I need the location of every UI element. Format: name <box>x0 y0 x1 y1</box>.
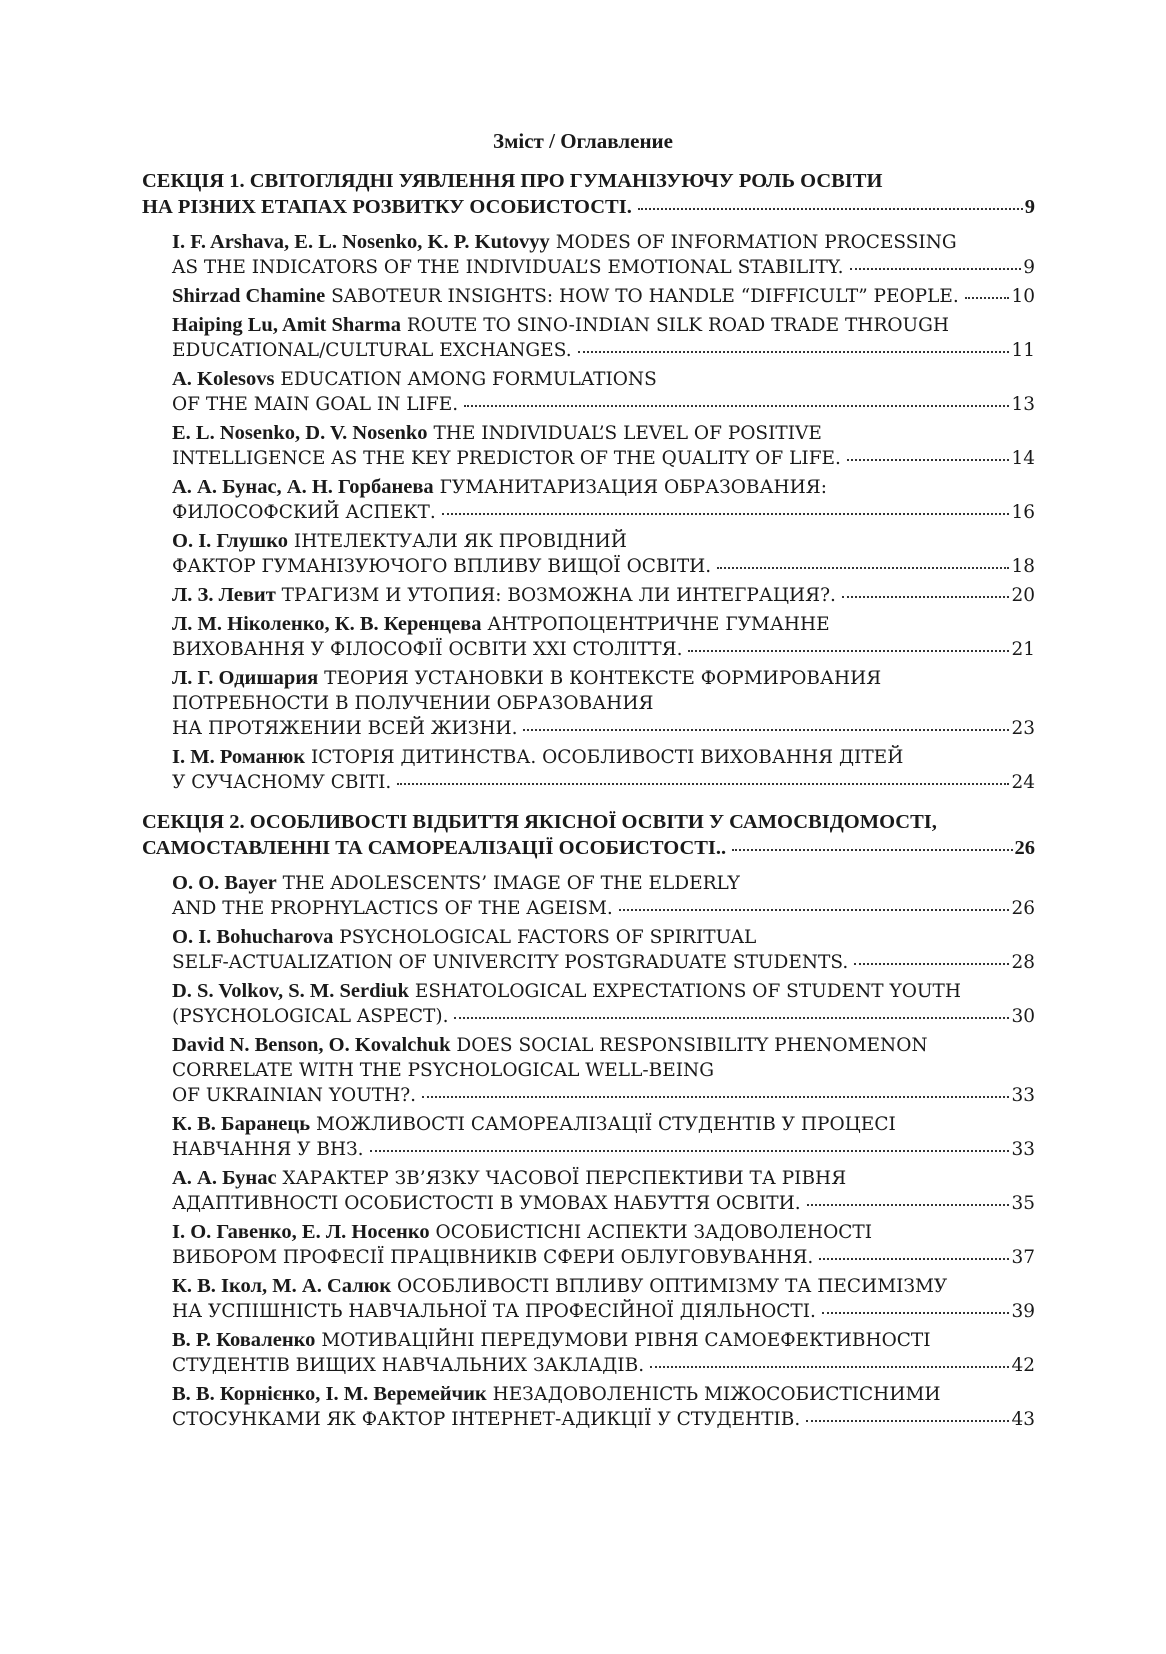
entry-line <box>172 367 1035 392</box>
entry-last-line <box>172 1299 1035 1324</box>
section-heading-line: САМОСТАВЛЕННІ ТА САМОРЕАЛІЗАЦІЇ ОСОБИСТОСТІ.. <box>142 837 727 859</box>
page-number: 43 <box>1011 1409 1035 1430</box>
entry-authors: D. S. Volkov, S. M. Serdiuk <box>172 980 409 1002</box>
entry-title: У СУЧАСНОМУ СВІТІ. <box>172 772 392 793</box>
section-heading-line: НА РІЗНИХ ЕТАПАХ РОЗВИТКУ ОСОБИСТОСТІ. <box>142 196 632 218</box>
section-heading-last-line <box>142 835 1035 861</box>
entry-last-line <box>172 770 1035 795</box>
entry-title: AND THE PROPHYLACTICS OF THE AGEISM. <box>172 898 613 919</box>
entry-title: МОЖЛИВОСТІ САМОРЕАЛІЗАЦІЇ СТУДЕНТІВ У ПРОЦЕСІ <box>315 1114 896 1135</box>
entry-title: МОТИВАЦІЙНІ ПЕРЕДУМОВИ РІВНЯ САМОЕФЕКТИВНОСТІ <box>321 1330 931 1351</box>
entry-title: AS THE INDICATORS OF THE INDIVIDUAL’S EMOTIONAL STABILITY. <box>172 257 844 278</box>
entry-title: ХАРАКТЕР ЗВ’ЯЗКУ ЧАСОВОЇ ПЕРСПЕКТИВИ ТА РІВНЯ <box>282 1168 847 1189</box>
entry-title: THE ADOLESCENTS’ IMAGE OF THE ELDERLY <box>282 873 740 894</box>
dot-leader <box>454 1016 1009 1019</box>
page-number: 26 <box>1014 837 1035 859</box>
entry-title: THE INDIVIDUAL’S LEVEL OF POSITIVE <box>433 423 822 444</box>
entry-line <box>172 1033 1035 1058</box>
entry-line-text <box>172 896 613 921</box>
entry-title: ОСОБЛИВОСТІ ВПЛИВУ ОПТИМІЗМУ ТА ПЕСИМІЗМУ <box>397 1276 948 1297</box>
entry-title: НА ПРОТЯЖЕНИИ ВСЕЙ ЖИЗНИ. <box>172 718 518 739</box>
entry-last-line <box>172 1004 1035 1029</box>
entry-last-line <box>172 1407 1035 1432</box>
section-heading-line: СЕКЦІЯ 2. ОСОБЛИВОСТІ ВІДБИТТЯ ЯКІСНОЇ ОСВІТИ У САМОСВІДОМОСТІ, <box>142 811 937 833</box>
page-number: 20 <box>1011 585 1035 606</box>
entry-line-text <box>172 637 682 662</box>
page-number: 9 <box>1023 257 1035 278</box>
entry-line-text <box>172 950 848 975</box>
entry-line <box>172 979 1035 1004</box>
entry-title: ГУМАНИТАРИЗАЦИЯ ОБРАЗОВАНИЯ: <box>439 477 827 498</box>
entry-authors: К. В. Баранець <box>172 1113 311 1135</box>
entry-authors: Haiping Lu, Amit Sharma <box>172 314 401 336</box>
toc-entry[interactable] <box>172 1220 1035 1270</box>
entry-line-text <box>172 392 458 417</box>
entry-last-line <box>172 1191 1035 1216</box>
entry-line <box>172 529 1035 554</box>
page-number: 37 <box>1011 1247 1035 1268</box>
entry-line <box>172 612 1035 637</box>
dot-leader <box>822 1311 1010 1314</box>
page-number: 21 <box>1011 639 1035 660</box>
entry-authors: К. В. Ікол, М. А. Салюк <box>172 1275 392 1297</box>
entry-title: СТОСУНКАМИ ЯК ФАКТОР ІНТЕРНЕТ-АДИКЦІЇ У СТУДЕНТІВ. <box>172 1409 801 1430</box>
entry-title: АДАПТИВНОСТІ ОСОБИСТОСТІ В УМОВАХ НАБУТТЯ ОСВІТИ. <box>172 1193 801 1214</box>
page-number: 24 <box>1011 772 1035 793</box>
toc-entry[interactable] <box>172 1033 1035 1108</box>
toc-entry[interactable] <box>172 230 1035 280</box>
entry-line-text <box>172 284 959 309</box>
page-number: 23 <box>1011 718 1035 739</box>
dot-leader <box>807 1203 1010 1206</box>
entry-authors: A. Kolesovs <box>172 368 275 390</box>
entry-last-line <box>172 554 1035 579</box>
toc-entry[interactable] <box>172 1328 1035 1378</box>
entry-last-line <box>172 392 1035 417</box>
entry-title: ФАКТОР ГУМАНІЗУЮЧОГО ВПЛИВУ ВИЩОЇ ОСВІТИ. <box>172 556 712 577</box>
entry-title: SABOTEUR INSIGHTS: HOW TO HANDLE “DIFFICULT” PEOPLE. <box>331 286 959 307</box>
toc-entry[interactable] <box>172 979 1035 1029</box>
entry-title: СТУДЕНТІВ ВИЩИХ НАВЧАЛЬНИХ ЗАКЛАДІВ. <box>172 1355 645 1376</box>
entry-last-line <box>172 583 1035 608</box>
dot-leader <box>442 512 1010 515</box>
entry-line <box>172 313 1035 338</box>
entry-line-text <box>172 716 517 741</box>
toc-entry[interactable] <box>172 421 1035 471</box>
toc-section <box>142 809 1035 1432</box>
toc-entry[interactable] <box>172 871 1035 921</box>
entry-authors: O. I. Bohucharova <box>172 926 334 948</box>
entry-title: ВИБОРОМ ПРОФЕСІЇ ПРАЦІВНИКІВ СФЕРИ ОБЛУГОВУВАННЯ. <box>172 1247 814 1268</box>
entry-authors: David N. Benson, O. Kovalchuk <box>172 1034 451 1056</box>
entry-line <box>172 475 1035 500</box>
entry-last-line <box>172 338 1035 363</box>
page-number: 9 <box>1024 196 1035 218</box>
dot-leader <box>578 350 1010 353</box>
entry-authors: I. F. Arshava, E. L. Nosenko, K. P. Kutovyy <box>172 231 550 253</box>
entry-title: DOES SOCIAL RESPONSIBILITY PHENOMENON <box>456 1035 928 1056</box>
entry-line-text <box>172 338 572 363</box>
dot-leader <box>650 1365 1009 1368</box>
toc-entry[interactable] <box>172 1382 1035 1432</box>
entry-line <box>172 1112 1035 1137</box>
dot-leader <box>523 728 1009 731</box>
entry-title: (PSYCHOLOGICAL ASPECT). <box>172 1006 449 1027</box>
entry-title: ФИЛОСОФСКИЙ АСПЕКТ. <box>172 502 436 523</box>
toc-entry[interactable] <box>172 1274 1035 1324</box>
entry-line <box>172 1274 1035 1299</box>
entry-line <box>172 1382 1035 1407</box>
entry-line <box>172 745 1035 770</box>
dot-leader <box>370 1149 1010 1152</box>
entry-line <box>172 666 1035 691</box>
entry-title: ROUTE TO SINO-INDIAN SILK ROAD TRADE THROUGH <box>406 315 950 336</box>
entry-title: ТЕОРИЯ УСТАНОВКИ В КОНТЕКСТЕ ФОРМИРОВАНИЯ <box>324 668 882 689</box>
page-number: 16 <box>1011 502 1035 523</box>
entry-last-line <box>172 500 1035 525</box>
page-number: 26 <box>1011 898 1035 919</box>
entry-last-line <box>172 446 1035 471</box>
toc-entry[interactable] <box>172 529 1035 579</box>
entry-title: ESHATOLOGICAL EXPECTATIONS OF STUDENT YOUTH <box>414 981 961 1002</box>
dot-leader <box>732 848 1012 851</box>
entry-last-line <box>172 716 1035 741</box>
entry-last-line <box>172 1137 1035 1162</box>
page-number: 35 <box>1011 1193 1035 1214</box>
entry-title: SELF-ACTUALIZATION OF UNIVERCITY POSTGRADUATE STUDENTS. <box>172 952 849 973</box>
page-number: 18 <box>1011 556 1035 577</box>
entry-authors: Shirzad Chamine <box>172 285 326 307</box>
entry-line-text <box>172 1245 813 1270</box>
entry-title: ПОТРЕБНОСТИ В ПОЛУЧЕНИИ ОБРАЗОВАНИЯ <box>172 693 654 714</box>
entry-title: ОСОБИСТІСНІ АСПЕКТИ ЗАДОВОЛЕНОСТІ <box>435 1222 873 1243</box>
entry-title: НАВЧАННЯ У ВНЗ. <box>172 1139 364 1160</box>
page-number: 11 <box>1011 340 1035 361</box>
entry-title: CORRELATE WITH THE PSYCHOLOGICAL WELL-BEING <box>172 1060 714 1081</box>
dot-leader <box>619 908 1010 911</box>
entry-title: OF UKRAINIAN YOUTH?. <box>172 1085 417 1106</box>
entry-last-line <box>172 637 1035 662</box>
page-number: 28 <box>1011 952 1035 973</box>
page-number: 13 <box>1011 394 1035 415</box>
dot-leader <box>965 296 1010 299</box>
page-number: 39 <box>1011 1301 1035 1322</box>
entry-last-line <box>172 950 1035 975</box>
entry-line-text <box>172 554 711 579</box>
entry-line-text <box>172 446 841 471</box>
entry-authors: E. L. Nosenko, D. V. Nosenko <box>172 422 428 444</box>
entry-authors: Л. З. Левит <box>172 584 276 606</box>
dot-leader <box>842 595 1010 598</box>
dot-leader <box>464 404 1009 407</box>
toc-entry[interactable] <box>172 1166 1035 1216</box>
entry-title: ТРАГИЗМ И УТОПИЯ: ВОЗМОЖНА ЛИ ИНТЕГРАЦИЯ?. <box>281 585 836 606</box>
entry-line-text <box>172 1299 816 1324</box>
entry-last-line <box>172 1353 1035 1378</box>
entry-line <box>172 1328 1035 1353</box>
entry-line <box>172 925 1035 950</box>
toc-entry[interactable] <box>172 284 1035 309</box>
entry-line <box>172 230 1035 255</box>
entry-authors: Л. М. Ніколенко, К. В. Керенцева <box>172 613 482 635</box>
entry-authors: Л. Г. Одишария <box>172 667 319 689</box>
dot-leader <box>819 1257 1009 1260</box>
entry-title: EDUCATION AMONG FORMULATIONS <box>280 369 657 390</box>
entry-line <box>172 1166 1035 1191</box>
entry-authors: А. А. Бунас <box>172 1167 277 1189</box>
entry-last-line <box>172 255 1035 280</box>
toc-entry[interactable] <box>172 925 1035 975</box>
entry-title: PSYCHOLOGICAL FACTORS OF SPIRITUAL <box>339 927 757 948</box>
entry-authors: І. М. Романюк <box>172 746 306 768</box>
dot-leader <box>422 1095 1009 1098</box>
page-number: 33 <box>1011 1085 1035 1106</box>
entry-line <box>172 871 1035 896</box>
entry-title: ІСТОРІЯ ДИТИНСТВА. ОСОБЛИВОСТІ ВИХОВАННЯ ДІТЕЙ <box>310 747 904 768</box>
entry-line-text <box>172 255 844 280</box>
dot-leader <box>638 207 1023 210</box>
toc-entry[interactable] <box>172 583 1035 608</box>
entry-line <box>172 421 1035 446</box>
entry-authors: В. В. Корнієнко, І. М. Веремейчик <box>172 1383 487 1405</box>
section-heading[interactable] <box>142 809 1035 861</box>
entry-title: НА УСПІШНІСТЬ НАВЧАЛЬНОЇ ТА ПРОФЕСІЙНОЇ ДІЯЛЬНОСТІ. <box>172 1301 816 1322</box>
toc-entry[interactable] <box>172 475 1035 525</box>
toc-section <box>142 168 1035 795</box>
entry-line <box>172 691 1035 716</box>
table-of-contents <box>142 168 1035 1446</box>
dot-leader <box>850 267 1022 270</box>
dot-leader <box>854 962 1009 965</box>
entry-authors: O. O. Bayer <box>172 872 277 894</box>
entry-line-text <box>172 1083 416 1108</box>
entry-title: OF THE MAIN GOAL IN LIFE. <box>172 394 459 415</box>
entry-authors: І. О. Гавенко, Е. Л. Носенко <box>172 1221 430 1243</box>
page-number: 14 <box>1011 448 1035 469</box>
toc-entry[interactable] <box>172 612 1035 662</box>
dot-leader <box>847 458 1010 461</box>
entry-line-text <box>172 1353 644 1378</box>
section-heading-line: СЕКЦІЯ 1. СВІТОГЛЯДНІ УЯВЛЕННЯ ПРО ГУМАНІЗУЮЧУ РОЛЬ ОСВІТИ <box>142 170 883 192</box>
toc-entry[interactable] <box>172 745 1035 795</box>
toc-entry[interactable] <box>172 313 1035 363</box>
page-number: 42 <box>1011 1355 1035 1376</box>
dot-leader <box>688 649 1009 652</box>
toc-entry[interactable] <box>172 367 1035 417</box>
section-heading[interactable] <box>142 168 1035 220</box>
page-number: 10 <box>1011 286 1035 307</box>
entry-line <box>172 1058 1035 1083</box>
dot-leader <box>397 782 1009 785</box>
entry-title: INTELLIGENCE AS THE KEY PREDICTOR OF THE QUALITY OF LIFE. <box>172 448 841 469</box>
entry-title: АНТРОПОЦЕНТРИЧНЕ ГУМАННЕ <box>487 614 830 635</box>
page-number: 30 <box>1011 1006 1035 1027</box>
entry-line-text <box>172 770 391 795</box>
toc-entry[interactable] <box>172 666 1035 741</box>
entry-title: НЕЗАДОВОЛЕНІСТЬ МІЖОСОБИСТІСНИМИ <box>492 1384 941 1405</box>
entry-last-line <box>172 284 1035 309</box>
entry-title: MODES OF INFORMATION PROCESSING <box>555 232 957 253</box>
entry-line <box>172 1220 1035 1245</box>
entry-line-text <box>172 1137 364 1162</box>
entry-line-text <box>172 1004 448 1029</box>
entry-line-text <box>172 500 436 525</box>
section-heading-last-line <box>142 194 1035 220</box>
entry-title: ВИХОВАННЯ У ФІЛОСОФІЇ ОСВІТИ ХХІ СТОЛІТТЯ. <box>172 639 683 660</box>
entry-authors: А. А. Бунас, А. Н. Горбанева <box>172 476 434 498</box>
entry-last-line <box>172 1245 1035 1270</box>
entry-line-text <box>172 1407 800 1432</box>
page-number: 33 <box>1011 1139 1035 1160</box>
entry-line-text <box>172 1191 801 1216</box>
dot-leader <box>806 1419 1009 1422</box>
entry-authors: В. Р. Коваленко <box>172 1329 316 1351</box>
entry-line-text <box>172 583 836 608</box>
toc-entry[interactable] <box>172 1112 1035 1162</box>
toc-title: Зміст / Оглавление <box>493 129 673 153</box>
entry-title: ІНТЕЛЕКТУАЛИ ЯК ПРОВІДНИЙ <box>293 531 627 552</box>
entry-last-line <box>172 896 1035 921</box>
entry-last-line <box>172 1083 1035 1108</box>
dot-leader <box>717 566 1009 569</box>
entry-authors: О. І. Глушко <box>172 530 289 552</box>
entry-title: EDUCATIONAL/CULTURAL EXCHANGES. <box>172 340 572 361</box>
